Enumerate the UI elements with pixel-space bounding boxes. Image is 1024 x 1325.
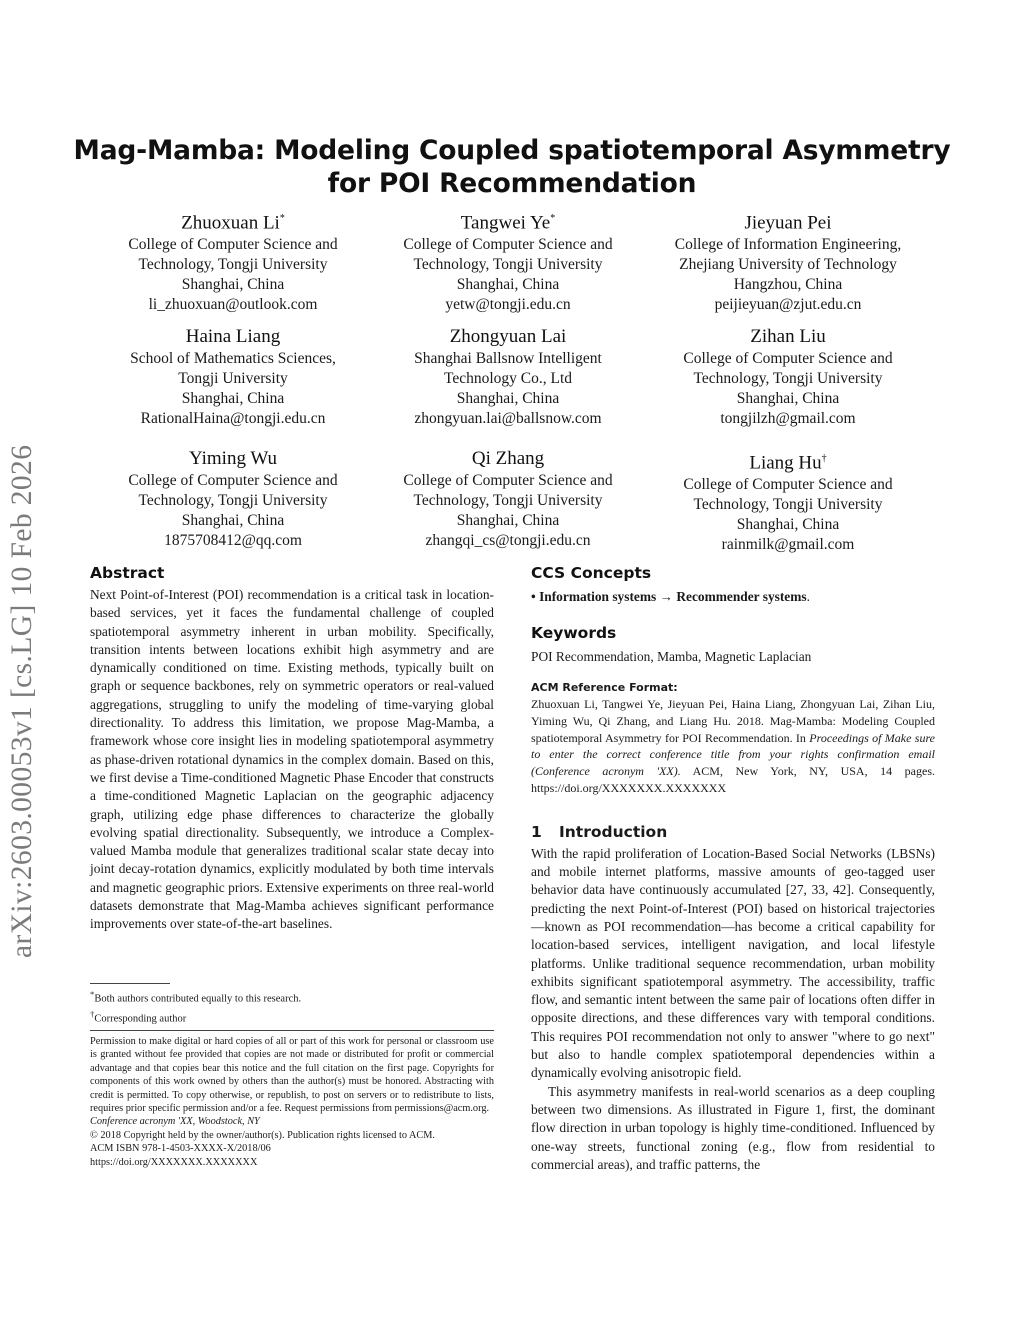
author-name: Qi Zhang (471, 448, 545, 469)
keywords-text: POI Recommendation, Mamba, Magnetic Laplacian (531, 649, 812, 664)
footnote-corresponding: †Corresponding author (90, 1008, 187, 1024)
author-mark: * (279, 213, 285, 224)
author-card (363, 207, 653, 315)
footnotes (90, 983, 494, 1026)
author-affiliation: Shanghai Ballsnow Intelligent (414, 350, 602, 367)
author-name: Tangwei Ye (460, 212, 551, 234)
author-name: Zhongyuan Lai (449, 326, 567, 347)
abstract-heading: Abstract (90, 564, 165, 582)
author-mark: * (550, 213, 556, 224)
ccs-bullet: • (531, 589, 536, 604)
ccs-heading: CCS Concepts (531, 564, 652, 582)
author-affiliation: College of Computer Science and (683, 350, 893, 367)
author-email: peijieyuan@zjut.edu.cn (714, 296, 862, 314)
intro-paragraph-2: This asymmetry manifests in real-world scenarios as a deep coupling between two dimensions. As illustrated in Figure 1, first, the dominant flow direction in urban topology is highly time-conditioned. Influenced by one-way streets, functional zoning (e.g., flow from residential to commercial areas), and traffic patterns, the (531, 1083, 935, 1172)
author-affiliation: School of Mathematics Sciences, (130, 350, 336, 367)
right-column (531, 562, 935, 1174)
author-email: tongjilzh@gmail.com (720, 410, 856, 427)
abstract-text: Next Point-of-Interest (POI) recommendation is a critical task in location-based services, yet it faces the fundamental challenge of coupled spatiotemporal asymmetry inherent in urban mobility. Specifically, transition intents between locations exhibit high asymmetry and are dynamically conditioned on time. Existing methods, typically built on graph or sequence backbones, rely on symmetric operators or real-valued aggregations, struggling to unify the modeling of time-varying global directionality. To address this limitation, we propose Mag-Mamba, a framework whose core insight lies in modeling spatiotemporal asymmetry as phase-driven rotational dynamics in the complex domain. Based on this, we first devise a Time-conditioned Magnetic Phase Encoder that constructs a time-conditioned Magnetic Laplacian on the geographic adjacency graph, utilizing edge phase differences to characterize the globally evolving spatial directionality. Subsequently, we introduce a Complex-valued Mamba module that generalizes traditional scalar state decay into joint decay-rotation dynamics, explicitly modulated by both time intervals and magnetic geographic priors. Extensive experiments on three real-world datasets demonstrate that Mag-Mamba achieves significant performance improvements over state-of-the-art baselines. (90, 587, 494, 932)
author-card (643, 325, 933, 429)
author-affiliation: Tongji University (178, 370, 288, 387)
ccs-concepts: • Information systems → Recommender systems. (531, 589, 810, 604)
author-email: 1875708412@qq.com (164, 532, 302, 549)
author-name: Jieyuan Pei (744, 212, 832, 234)
permission-block (90, 1030, 494, 1169)
footnote-divider (90, 983, 170, 984)
author-name: Zhuoxuan Li (181, 212, 280, 234)
arxiv-identifier: arXiv:2603.00053v1 [cs.LG] 10 Feb 2026 (6, 444, 38, 958)
author-location: Hangzhou, China (733, 276, 843, 294)
acm-reference-heading: ACM Reference Format: (531, 681, 678, 694)
acm-reference-text: Zhuoxuan Li, Tangwei Ye, Jieyuan Pei, Haina Liang, Zhongyuan Lai, Zihan Liu, Yiming Wu, Qi Zhang, and Liang Hu. 2018. Mag-Mamba: Modeling Coupled spatiotemporal Asymmetry for POI Recommendation. In Proceedings of Make sure to enter the correct conference title from your rights confirmation email (Conference acronym 'XX). ACM, New York, NY, USA, 14 pages. https://doi.org/XXXXXXX.XXXXXXX (531, 697, 935, 795)
author-location: Shanghai, China (736, 516, 840, 534)
author-email: RationalHaina@tongji.edu.cn (140, 410, 326, 427)
author-affiliation: College of Computer Science and (683, 476, 893, 494)
permission-text: Permission to make digital or hard copies of all or part of this work for personal or classroom use is granted without fee provided that copies are not made or distributed for profit or commercial advantage and that copies bear this notice and the full citation on the first page. Copyrights for components of this work owned by others than the author(s) must be honored. Abstracting with credit is permitted. To copy otherwise, or republish, to post on servers or to redistribute to lists, requires prior specific permission and/or a fee. Request permissions from permissions@acm.org. (90, 1036, 494, 1115)
author-card (88, 447, 378, 551)
author-email: rainmilk@gmail.com (721, 536, 855, 554)
author-location: Shanghai, China (456, 276, 560, 294)
author-card (643, 447, 933, 555)
isbn-line: ACM ISBN 978-1-4503-XXXX-X/2018/06 (90, 1143, 271, 1155)
author-location: Shanghai, China (181, 390, 285, 407)
author-email: li_zhuoxuan@outlook.com (148, 296, 318, 314)
author-location: Shanghai, China (181, 276, 285, 294)
author-card (88, 207, 378, 315)
author-card (363, 447, 653, 551)
author-card (643, 207, 933, 315)
author-card (363, 325, 653, 429)
introduction-heading: 1 Introduction (531, 822, 668, 841)
author-affiliation: College of Information Engineering, (674, 236, 902, 254)
author-affiliation: Technology Co., Ltd (443, 370, 573, 387)
intro-paragraph-1: With the rapid proliferation of Location-Based Social Networks (LBSNs) and mobile internet platforms, massive amounts of geo-tagged user behavior data have continuously accumulated [27, 33, 42]. Consequently, predicting the next Point-of-Interest (POI) based on historical trajectories—known as POI recommendation—has become a critical capability for location-based services, intelligent navigation, and local lifestyle platforms. Unlike traditional sequence recommendation, urban mobility exhibits significant spatiotemporal asymmetry. The accessibility, traffic flow, and semantic intent between the same pair of locations often differ in opposite directions, and these differences vary with temporal conditions. This requires POI recommendation not only to answer "where to go next" but also to handle complex spatiotemporal dependencies within a dynamically evolving anisotropic field. (531, 845, 935, 1081)
author-location: Shanghai, China (456, 512, 560, 529)
author-affiliation: Technology, Tongji University (138, 256, 328, 274)
author-affiliation: College of Computer Science and (128, 236, 338, 254)
venue-line: Conference acronym 'XX, Woodstock, NY (90, 1116, 260, 1128)
author-affiliation: Zhejiang University of Technology (679, 256, 897, 274)
author-affiliation: Technology, Tongji University (413, 256, 603, 274)
copyright-line: © 2018 Copyright held by the owner/author(s). Publication rights licensed to ACM. (90, 1129, 436, 1141)
section-number: 1 (531, 822, 542, 841)
author-name: Liang Hu (749, 452, 822, 474)
author-name: Zihan Liu (750, 326, 826, 347)
author-location: Shanghai, China (456, 390, 560, 407)
author-name: Yiming Wu (188, 448, 278, 469)
author-card (88, 325, 378, 429)
permission-divider (90, 1030, 494, 1031)
author-affiliation: College of Computer Science and (403, 472, 613, 489)
author-affiliation: Technology, Tongji University (693, 370, 883, 387)
ccs-item: Information systems (539, 589, 657, 604)
author-affiliation: College of Computer Science and (403, 236, 613, 254)
author-affiliation: Technology, Tongji University (693, 496, 883, 514)
author-affiliation: Technology, Tongji University (413, 492, 603, 509)
author-affiliation: College of Computer Science and (128, 472, 338, 489)
author-email: zhongyuan.lai@ballsnow.com (414, 410, 602, 427)
author-location: Shanghai, China (736, 390, 840, 407)
doi-link[interactable]: https://doi.org/XXXXXXX.XXXXXXX (90, 1156, 258, 1168)
author-mark: † (821, 453, 827, 464)
author-affiliation: Technology, Tongji University (138, 492, 328, 509)
abstract-section (90, 562, 494, 934)
keywords-heading: Keywords (531, 624, 617, 642)
footnote-equal-contribution: *Both authors contributed equally to this research. (90, 989, 302, 1005)
author-location: Shanghai, China (181, 512, 285, 529)
author-email: yetw@tongji.edu.cn (445, 296, 571, 314)
author-name: Haina Liang (185, 326, 281, 347)
paper-title: Mag-Mamba: Modeling Coupled spatiotemporal Asymmetry for POI Recommendation (73, 135, 951, 199)
ccs-arrow: → (659, 589, 673, 604)
author-email: zhangqi_cs@tongji.edu.cn (425, 532, 591, 549)
ccs-item: Recommender systems (676, 589, 807, 604)
